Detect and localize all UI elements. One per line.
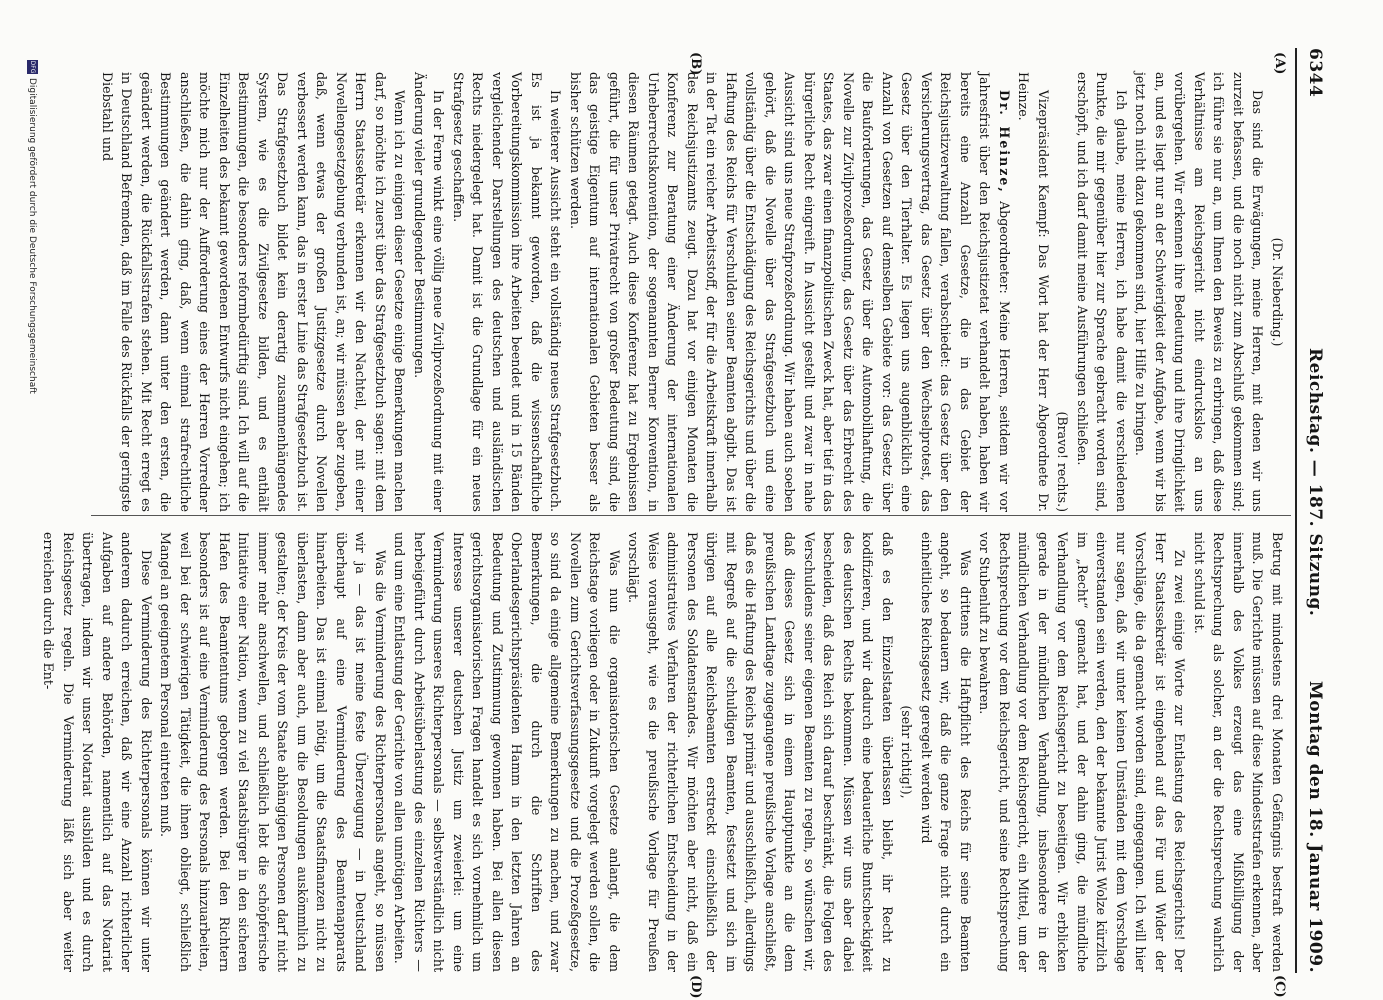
session-title: Reichstag. — 187. Sitzung. xyxy=(1305,348,1325,617)
dfg-logo-icon: DFG xyxy=(29,60,36,74)
paragraph: Was nun die organisatorischen Gesetze anlangt, die dem Reichstage vorliegen oder in Zukunft vorgelegt werden sollen, die Novellen zum Gerichtsverfassungsgesetze und die Prozeßgesetze, so sind da einige allgemeine Bemerkungen zu machen, und zwar Bemerkungen, die durch die Schriften des Oberlandesgerichtspräsidenten Hamm in den letzten Jahren an Bedeutung und Zustimmung gewonnen haben. Bei allen diesen gerichtsorganisatorischen Fragen handelt es sich vornehmlich um Interesse unserer deutschen Justiz um zweierlei: um eine Verminderung unseres Richterpersonals — selbstverständlich nicht herbeigeführt durch Arbeitsüberlastung des einzelnen Richters — und um eine Entlastung der Gerichte von allen unnötigen Arbeiten. xyxy=(392,532,622,972)
president-remark: Vizepräsident Kaempf: Das Wort hat der Herr Abgeordnete Dr. Heinze. xyxy=(1016,72,1051,512)
speaker-lead: (Dr. Nieberding.) xyxy=(1270,237,1285,347)
paragraph: daß es den Einzelstaaten überlassen bleibt, ihr Recht zu kodifizieren, und wir dadurch eine bedauerliche Buntscheckigkeit des deutschen Rechts bekommen. Müssen wir uns aber dabei bescheiden, daß das Reich sich darauf beschränkt, die Folgen des Verschuldens seiner eigenen Beamten zu regeln, so wünschen wir, daß dieses Gesetz sich in einem Hauptpunkte an die dem preußischen Landtage zugegangene preußische Vorlage anschließt, daß es die Haftung des Reichs primär und ausschließlich, allerdings mit Regreß auf die schuldigen Beamten, festsetzt und sich im übrigen auf alle Reichsbeamten erstreckt einschließlich der Personen des Soldatenstandes. Wir möchten aber nicht, daß ein administratives Verfahren der richterlichen Entscheidung in der Weise vorausgeht, wie es die preußische Vorlage für Preußen vorschlägt. xyxy=(626,532,895,972)
column-divider xyxy=(91,515,1291,516)
footer-credit xyxy=(27,60,38,940)
paragraph: Ich glaube, meine Herren, ich habe damit die verschiedenen Punkte, die mir gegenüber hier zur Sprache gebracht worden sind, erschöpft, und ich darf damit meine Ausführungen schließen. xyxy=(1075,72,1129,512)
paragraph: Betrug mit mindestens drei Monaten Gefängnis bestraft werden muß. Die Gerichte müssen auf diese Mindeststrafen erkennen, aber innerhalb des Volkes erzeugt das eine Mißbilligung der Rechtsprechung als solcher, an der die Rechtsprechung wahrlich nicht schuld ist. xyxy=(1192,532,1285,972)
paragraph: Was drittens die Haftpflicht des Reichs für seine Beamten angeht, so bedauern wir, daß die ganze Frage nicht durch ein einheitliches Reichsgesetz geregelt werden wird xyxy=(919,532,973,972)
speaker-text: Abgeordneter: Meine Herren, seitdem wir vor Jahresfrist über den Reichsjustizetat verhandelt haben, haben wir bereits eine Anzahl Gesetze, die in das Gebiet der Reichsjustizverwaltung fallen, verabschiedet: das Gesetz über den Versicherungsvertrag, das Gesetz über den Wechselprotest, das Gesetz über den Tierhalter. Es liegen uns augenblicklich eine Anzahl von Gesetzen auf demselben Gebiete vor: das Gesetz über die Bauforderungen, das Gesetz über die Automobilhaftung, die Novelle zur Zivilprozeßordnung, das Gesetz über das Erbrecht des Staates, das zwar einen finanzpolitischen Zweck hat, aber tief in das bürgerliche Recht eingreift. In Aussicht gestellt und zwar in nahe Aussicht sind uns neue Strafprozeßordnung. Wir haben auch soeben gehört, daß die Novelle über das Strafgesetzbuch und eine vollständig über die Entschädigung des Reichsgerichts und über die Haftung des Reichs für Verschulden seiner Beamten abgibt. Das ist in der Tat ein reicher Arbeitsstoff, der für die Arbeitskraft innerhalb des Reichsjustizamts zeugt. Dazu hat vor einigen Monaten die Konferenz zur Beratung einer Änderung der internationalen Urheberrechtskonvention, der sogenannten Berner Konvention, in diesen Räumen getagt. Auch diese Konferenz hat zu Ergebnissen geführt, die für unser Privatrecht von großer Bedeutung sind, die das geistige Eigentum auf internationalen Gebieten besser als bisher schützen werden. xyxy=(568,72,1012,512)
header-rule xyxy=(1295,48,1297,973)
paragraph: Was die Verminderung des Richterpersonals angeht, so müssen wir ja — das ist meine feste Überzeugung — in Deutschland überhaupt auf eine Verminderung des Beamtenapparats hinarbeiten. Das ist einmal nötig, um die Staatsfinanzen nicht zu überlasten, dann aber auch, um die Besoldungen auskömmlich zu gestalten; der Kreis der vom Staate abhängigen Personen darf nicht immer mehr anschwellen, und schließlich lebt die schöpferische Initiative einer Nation, wenn zu viel Staatsbürger in den sicheren Hafen des Beamtentums geborgen werden. Bei den Richtern besonders ist auf eine Verminderung des Personals hinzuarbeiten, weil bei der schwierigen Tätigkeit, die ihnen obliegt, schließlich Mangel an geeignetem Personal eintreten muß. xyxy=(158,532,388,972)
right-column xyxy=(41,532,1287,972)
page-number: 6344 xyxy=(1305,48,1325,98)
paragraph: In der Ferne winkt eine völlig neue Zivilprozeßordnung mit einer Änderung vieler grundlegender Bestimmungen. xyxy=(412,72,447,512)
approval-note: (sehr richtig!), xyxy=(899,705,915,799)
paragraph: Das sind die Erwägungen, meine Herren, mit denen wir uns zurzeit befassen, und die noch nicht zum Abschluß gekommen sind; ich führe sie nur an, um Ihnen den Beweis zu erbringen, daß diese Verhältnisse am Reichsgericht nicht eindruckslos an uns vorübergehen. Wir erkennen ihre Bedeutung und ihre Dringlichkeit an, und es liegt nur an der Schwierigkeit der Aufgabe, wenn wir bis jetzt noch nicht dazu gekommen sind, hier Hilfe zu bringen. xyxy=(1133,72,1266,512)
paragraph: Diese Verminderung des Richterpersonals können wir unter anderem dadurch erreichen, daß wir eine Anzahl richterlicher Aufgaben auf andere Behörden, namentlich auf das Notariat übertragen, indem wir unser Notariat ausbilden und es durch Reichsgesetz regeln. Die Verminderung läßt sich aber weiter erreichen durch die Ent- xyxy=(41,532,154,972)
page-header xyxy=(1299,48,1325,973)
session-date: Montag den 18. Januar 1909. xyxy=(1305,680,1325,973)
margin-mark-b: (B) xyxy=(688,52,703,76)
paragraph: Wenn ich zu einigen dieser Gesetze einige Bemerkungen machen darf, so möchte ich zuerst über das Strafgesetzbuch sagen: mit dem Herrn Staatssekretär erkennen wir den Nachteil, der mit einer Novellengesetzgebung verbunden ist, an; wir müssen aber zugeben, daß, wenn etwas der großen Justizgesetze durch Novellen verbessert werden kann, das in erster Linie das Strafgesetzbuch ist. Das Strafgesetzbuch bildet kein derartig zusammenhängendes System, wie es die Zivilgesetze bilden, und es enthält Bestimmungen, die besonders reformbedürftig sind. Ich will auf die Einzelheiten des bekannt gewordenen Entwurfs nicht eingehen; ich möchte mich nur der Aufforderung eines der Herren Vorredner anschließen, die dahin ging, daß, wenn einmal strafrechtliche Bestimmungen geändert werden, dann unter den ersten, die geändert werden, die Rückfallsstrafen stehen. Mit Recht erregt es in Deutschland Befremden, daß im Falle des Rückfalls der geringste Diebstahl und xyxy=(100,72,408,512)
footer-text: Digitalisierung gefördert durch die Deutsche Forschungsgemeinschaft xyxy=(27,78,37,394)
speaker-paragraph xyxy=(566,72,1015,512)
left-column xyxy=(97,72,1287,512)
paragraph: In weiterer Aussicht steht ein vollständig neues Strafgesetzbuch. Es ist ja bekannt geworden, daß die wissenschaftliche Vorbereitungskommission ihre Arbeiten beendet und in 15 Bänden vergleichender Darstellungen des deutschen und ausländischen Rechts niedergelegt hat. Damit ist die Grundlage für ein neues Strafgesetz geschaffen. xyxy=(451,72,564,512)
margin-mark-a: (A) xyxy=(1272,52,1287,75)
speaker-name: Dr. Heinze, xyxy=(997,90,1012,194)
paragraph: Zu zwei einige Worte zur Entlastung des Reichsgerichts! Der Herr Staatssekretär ist eingehend auf das Für und Wider der Vorschläge, die da gemacht worden sind, eingegangen. Ich will hier nur sagen, daß wir unter keinen Umständen mit dem Vorschlage einverstanden sein werden, den der bekannte Jurist Wolze kürzlich im „Recht“ gemacht hat, und der dahin ging, die mündliche Verhandlung vor dem Reichsgericht zu beseitigen. Wir erblicken gerade in der mündlichen Verhandlung, insbesondere in der mündlichen Verhandlung vor dem Reichsgericht, ein Mittel, um der Rechtsprechung vor dem Reichsgericht, und seine Rechtsprechung vor Stubenluft zu bewahren. xyxy=(977,532,1188,972)
margin-mark-d: (D) xyxy=(688,975,703,999)
applause-note: (Bravo! rechts.) xyxy=(1055,411,1071,512)
margin-mark-c: (C) xyxy=(1272,975,1287,998)
